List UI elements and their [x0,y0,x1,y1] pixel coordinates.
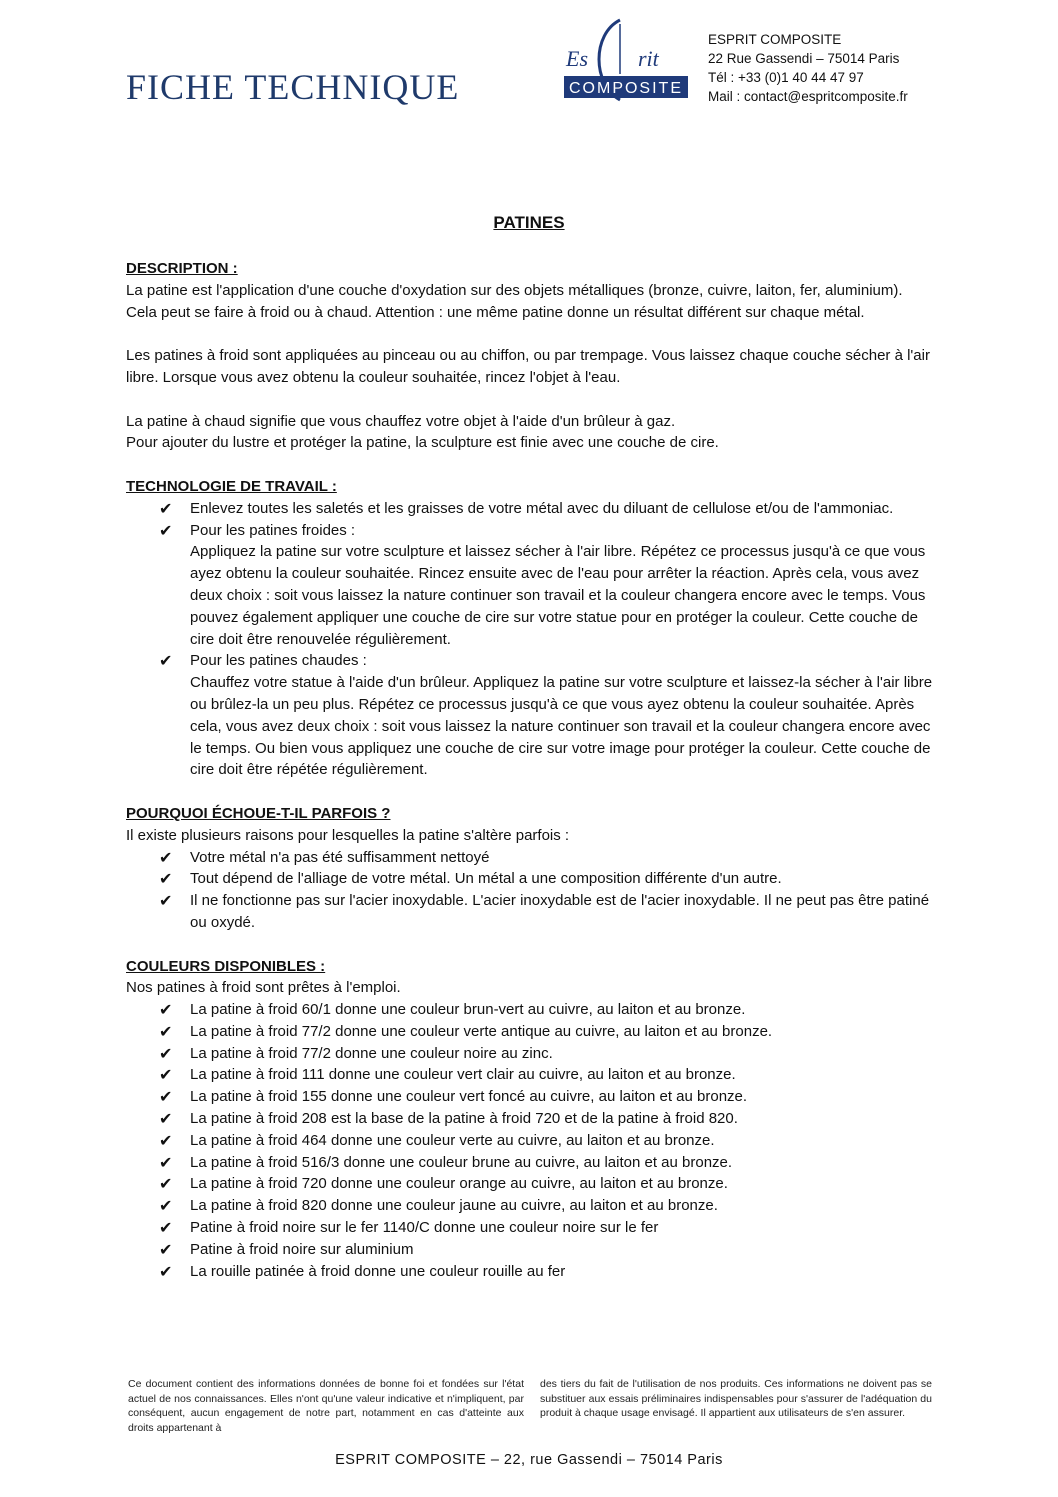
page-title: PATINES [493,213,565,232]
footer-address: ESPRIT COMPOSITE – 22, rue Gassendi – 75014 Paris [335,1452,723,1468]
check-mark-icon: ✔ [159,1130,173,1150]
list-item [126,1108,936,1130]
list-item-text: La patine à froid 516/3 donne une couleur brune au cuivre, au laiton et au bronze. [190,1153,733,1171]
list-item-heading: Pour les patines froides : [190,521,356,539]
echec-intro: Il existe plusieurs raisons pour lesquelles la patine s'altère parfois : [126,826,570,844]
check-mark-icon: ✔ [159,1021,173,1041]
list-item [126,1239,936,1261]
contact-company: ESPRIT COMPOSITE [708,32,842,47]
list-item [126,498,936,520]
logo-text-right: rit [638,46,659,71]
check-mark-icon: ✔ [159,1043,173,1063]
list-item [126,1261,936,1283]
couleurs-heading: COULEURS DISPONIBLES : [126,957,326,975]
contact-email[interactable]: Mail : contact@espritcomposite.fr [708,89,908,104]
list-item [126,1217,936,1239]
document-title: FICHE TECHNIQUE [126,67,460,107]
list-item-text: La patine à froid 77/2 donne une couleur noire au zinc. [190,1044,553,1062]
check-mark-icon: ✔ [159,1174,173,1194]
check-mark-icon: ✔ [159,1152,173,1172]
check-mark-icon: ✔ [159,1109,173,1129]
logo-text-left: Es [566,46,588,71]
list-item [126,1086,936,1108]
list-item-text: La patine à froid 77/2 donne une couleur verte antique au cuivre, au laiton et au bronze. [190,1022,773,1040]
couleurs-intro: Nos patines à froid sont prêtes à l'emploi. [126,979,401,997]
esprit-composite-logo [562,14,692,106]
list-item-text: La patine à froid 155 donne une couleur vert foncé au cuivre, au laiton et au bronze. [190,1088,748,1106]
list-item-text: La rouille patinée à froid donne une couleur rouille au fer [190,1262,566,1280]
list-item [126,1064,936,1086]
description-paragraph: La patine à chaud signifie que vous chauffez votre objet à l'aide d'un brûleur à gaz. [126,412,676,430]
list-item-text: Votre métal n'a pas été suffisamment nettoyé [190,848,490,866]
list-item [126,1195,936,1217]
description-paragraph: La patine est l'application d'une couche d'oxydation sur des objets métalliques (bronze, cuivre, laiton, fer, aluminium). Cela peut se faire à froid ou à chaud. Attention : une même patine donne un résultat différent sur chaque métal. [126,281,903,321]
technologie-list [126,498,936,781]
description-heading: DESCRIPTION : [126,260,238,277]
check-mark-icon: ✔ [159,1196,173,1216]
echec-heading: POURQUOI ÉCHOUE-T-IL PARFOIS ? [126,804,391,822]
list-item [126,999,936,1021]
list-item-text: La patine à froid 820 donne une couleur jaune au cuivre, au laiton et au bronze. [190,1197,718,1215]
list-item [126,1173,936,1195]
check-mark-icon: ✔ [159,1218,173,1238]
technologie-heading: TECHNOLOGIE DE TRAVAIL : [126,477,337,495]
check-mark-icon: ✔ [159,1065,173,1085]
echec-list [126,847,936,934]
description-paragraph: Les patines à froid sont appliquées au pinceau ou au chiffon, ou par trempage. Vous laissez chaque couche sécher à l'air libre. Lorsque vous avez obtenu la couleur souhaitée, rincez l'objet à l'eau. [126,347,930,386]
list-item [126,1043,936,1065]
list-item-text: La patine à froid 208 est la base de la patine à froid 720 et de la patine à froid 820. [190,1110,738,1128]
check-mark-icon: ✔ [159,498,173,518]
check-mark-icon: ✔ [159,847,173,867]
check-mark-icon: ✔ [159,1261,173,1281]
list-item-text: Enlevez toutes les saletés et les graisses de votre métal avec du diluant de cellulose et/ou de l'ammoniac. [190,499,894,517]
description-paragraph: Pour ajouter du lustre et protéger la patine, la sculpture est finie avec une couche de cire. [126,434,719,452]
list-item [126,1152,936,1174]
list-item [126,890,936,934]
list-item [126,650,936,781]
contact-block [708,30,908,106]
check-mark-icon: ✔ [159,1000,173,1020]
list-item-text: La patine à froid 111 donne une couleur vert clair au cuivre, au laiton et au bronze. [190,1066,736,1084]
list-item-text: Tout dépend de l'alliage de votre métal. Un métal a une composition différente d'un autre. [190,870,782,888]
check-mark-icon: ✔ [159,1087,173,1107]
contact-address: 22 Rue Gassendi – 75014 Paris [708,51,900,66]
list-item-text: Il ne fonctionne pas sur l'acier inoxydable. L'acier inoxydable est de l'acier inoxydable. Il ne peut pas être patiné ou oxydé. [190,892,930,931]
list-item [126,1130,936,1152]
list-item-text: Appliquez la patine sur votre sculpture et laissez sécher à l'air libre. Répétez ce processus jusqu'à ce que vous ayez obtenu la couleur souhaitée. Rincez ensuite avec de l'eau pour arrêter la réaction. Après cela, vous avez deux choix : soit vous laissez la nature continuer son travail et la couleur changera encore avec le temps. Vous pouvez également appliquer une couche de cire sur votre statue pour en protéger la couleur. Cette couche de cire doit être renouvelée régulièrement. [190,543,926,648]
check-mark-icon: ✔ [159,1239,173,1259]
check-mark-icon: ✔ [159,869,173,889]
document-body [126,258,936,1282]
list-item-text: La patine à froid 720 donne une couleur orange au cuivre, au laiton et au bronze. [190,1175,728,1193]
disclaimer-right: des tiers du fait de l'utilisation de nos produits. Ces informations ne doivent pas se substituer aux essais préliminaires indispensables pour s'assurer de l'adéquation du produit à chaque usage envisagé. Il appartient aux utilisateurs de s'en assurer. [540,1378,932,1419]
check-mark-icon: ✔ [159,651,173,671]
list-item [126,520,936,651]
check-mark-icon: ✔ [159,891,173,911]
disclaimer-left: Ce document contient des informations données de bonne foi et fondées sur l'état actuel de nos connaissances. Elles n'ont qu'une valeur indicative et n'impliquent, par conséquent, aucun engagement de notre part, notamment en cas d'atteinte aux droits appartenant à [128,1378,524,1434]
couleurs-list [126,999,936,1282]
list-item [126,847,936,869]
list-item-text: La patine à froid 60/1 donne une couleur brun-vert au cuivre, au laiton et au bronze. [190,1001,746,1019]
list-item [126,868,936,890]
list-item-heading: Pour les patines chaudes : [190,652,367,670]
list-item-text: La patine à froid 464 donne une couleur verte au cuivre, au laiton et au bronze. [190,1131,715,1149]
logo-text-bottom: COMPOSITE [568,80,684,97]
list-item-text: Patine à froid noire sur aluminium [190,1240,414,1258]
list-item [126,1021,936,1043]
check-mark-icon: ✔ [159,520,173,540]
list-item-text: Chauffez votre statue à l'aide d'un brûleur. Appliquez la patine sur votre sculpture et laissez-la sécher à l'air libre ou brûlez-la un peu plus. Répétez ce processus jusqu'à ce que vous ayez obtenu la couleur souhaitée. Après cela, vous avez deux choix : soit vous laissez la nature continuer son travail et la couleur changera encore avec le temps. Ou bien vous appliquez une couche de cire sur votre image pour protéger la couleur. Cette couche de cire doit être répétée régulièrement. [190,674,933,779]
list-item-text: Patine à froid noire sur le fer 1140/C donne une couleur noire sur le fer [190,1219,659,1237]
contact-phone: Tél : +33 (0)1 40 44 47 97 [708,70,864,85]
